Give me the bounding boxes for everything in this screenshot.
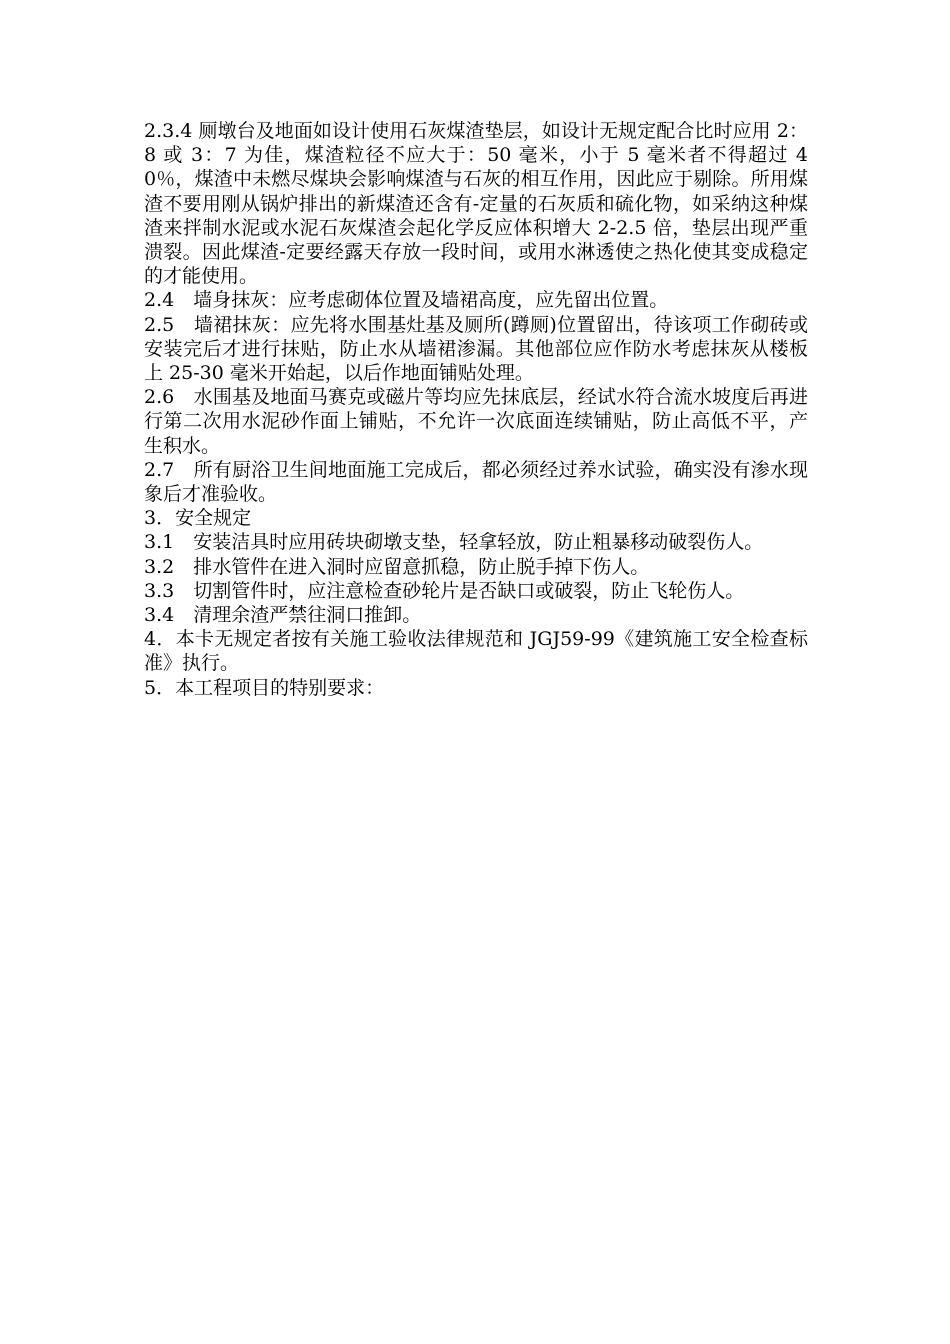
- paragraph-2-7: 2.7 所有厨浴卫生间地面施工完成后，都必须经过养水试验，确实没有渗水现象后才准验收。: [144, 458, 808, 506]
- paragraph-2-6: 2.6 水围基及地面马赛克或磁片等均应先抹底层，经试水符合流水坡度后再进行第二次用水泥砂作面上铺贴，不允许一次底面连续铺贴，防止高低不平，产生积水。: [144, 386, 808, 457]
- section-heading-3: 3．安全规定: [144, 507, 252, 530]
- paragraph-2-3-4: 2.3.4 厕墩台及地面如设计使用石灰煤渣垫层，如设计无规定配合比时应用 2：8 或 3：7 为佳，煤渣粒径不应大于：50 毫米，小于 5 毫米者不得超过 40％，煤渣中未燃尽煤块会影响煤渣与石灰的相互作用，因此应于剔除。所用煤渣不要用刚从锅炉排出的新煤渣还含有-定量的石灰质和硫化物，如采纳这种煤渣来拌制水泥或水泥石灰煤渣会起化学反应体积增大 2-2.5 倍，垫层出现严重溃裂。因此煤渣-定要经露天存放一段时间，或用水淋透使之热化使其变成稳定的才能使用。: [144, 120, 808, 288]
- paragraph-3-2: 3.2 排水管件在进入洞时应留意抓稳，防止脱手掉下伤人。: [144, 555, 650, 578]
- paragraph-3-3: 3.3 切割管件时，应注意检查砂轮片是否缺口或破裂，防止飞轮伤人。: [144, 579, 745, 602]
- paragraph-5: 5．本工程项目的特别要求：: [144, 676, 385, 699]
- paragraph-3-1: 3.1 安装洁具时应用砖块砌墩支垫，轻拿轻放，防止粗暴移动破裂伤人。: [144, 531, 764, 554]
- paragraph-4: 4．本卡无规定者按有关施工验收法律规范和 JGJ59-99《建筑施工安全检查标准》执行。: [144, 628, 808, 675]
- paragraph-2-4: 2.4 墙身抹灰：应考虑砌体位置及墙裙高度，应先留出位置。: [144, 289, 669, 312]
- document-body: [144, 119, 808, 700]
- paragraph-2-5: 2.5 墙裙抹灰：应先将水围基灶基及厕所(蹲厕)位置留出，待该项工作砌砖或安装完后才进行抹贴，防止水从墙裙渗漏。其他部位应作防水考虑抹灰从楼板上 25-30 毫米开始起，以后作地面铺贴处理。: [144, 313, 808, 385]
- paragraph-3-4: 3.4 清理余渣严禁往洞口推卸。: [144, 604, 422, 627]
